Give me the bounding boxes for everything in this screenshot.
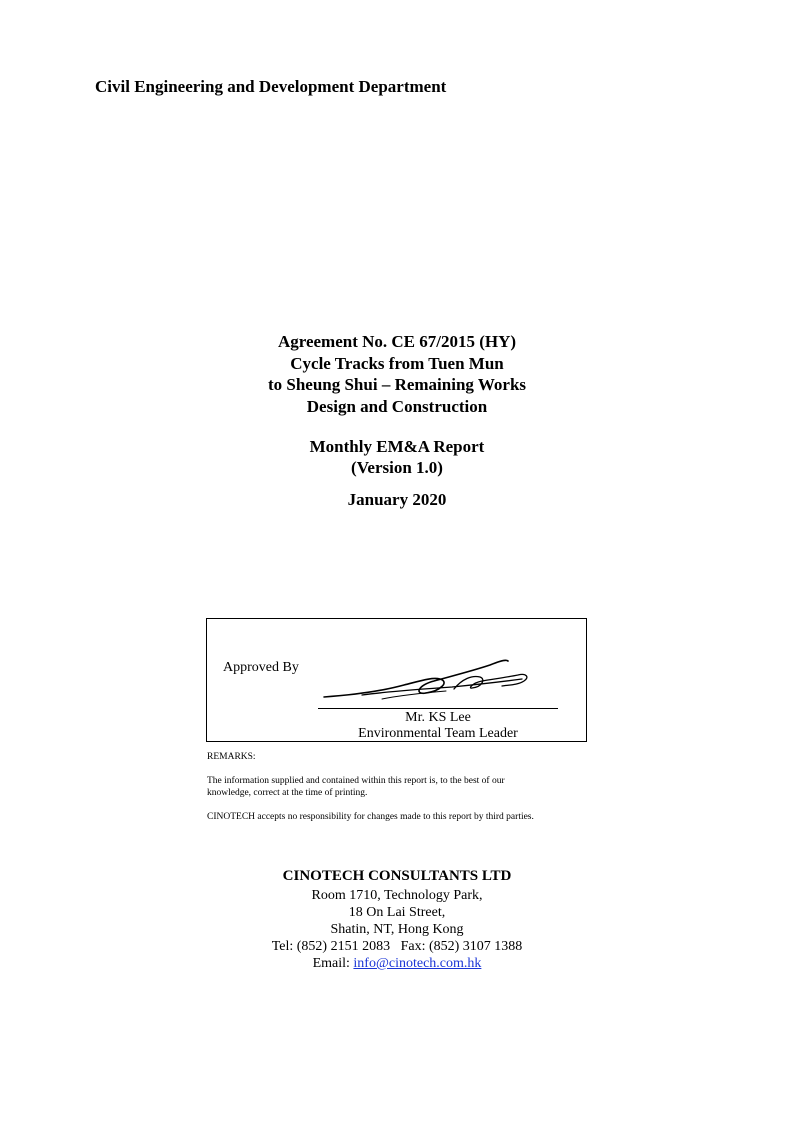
report-info xyxy=(0,436,794,478)
phone-fax: Tel: (852) 2151 2083 Fax: (852) 3107 1388 xyxy=(271,939,523,954)
report-version: (Version 1.0) xyxy=(351,458,443,477)
approved-by-label: Approved By xyxy=(223,660,299,675)
remarks-paragraph-line: knowledge, correct at the time of printing. xyxy=(207,788,368,798)
email-link[interactable]: info@cinotech.com.hk xyxy=(353,956,482,971)
remarks-paragraph-line: The information supplied and contained within this report is, to the best of our xyxy=(207,776,505,786)
report-name: Monthly EM&A Report xyxy=(309,437,485,456)
company-name: CINOTECH CONSULTANTS LTD xyxy=(282,868,512,884)
address-line: 18 On Lai Street, xyxy=(348,905,446,920)
address-line: Shatin, NT, Hong Kong xyxy=(330,922,464,937)
title-line: to Sheung Shui – Remaining Works xyxy=(267,375,527,394)
email-label: Email: xyxy=(312,956,354,971)
title-line: Agreement No. CE 67/2015 (HY) xyxy=(277,332,517,351)
address-line: Room 1710, Technology Park, xyxy=(311,888,483,903)
signer-name: Mr. KS Lee xyxy=(405,710,471,725)
department-heading: Civil Engineering and Development Department xyxy=(95,77,447,96)
report-date: January 2020 xyxy=(347,490,447,509)
remarks-paragraph: CINOTECH accepts no responsibility for changes made to this report by third parties. xyxy=(207,812,534,822)
remarks-heading: REMARKS: xyxy=(207,752,256,762)
approval-box xyxy=(206,618,587,742)
agreement-title xyxy=(0,331,794,417)
signature-image xyxy=(322,655,537,705)
remarks-section xyxy=(207,751,607,823)
company-contact xyxy=(0,866,794,972)
email-line xyxy=(0,955,794,972)
signature-line xyxy=(318,708,558,709)
signer-title: Environmental Team Leader xyxy=(358,726,518,741)
title-line: Cycle Tracks from Tuen Mun xyxy=(290,353,504,373)
title-line: Design and Construction xyxy=(306,396,488,416)
